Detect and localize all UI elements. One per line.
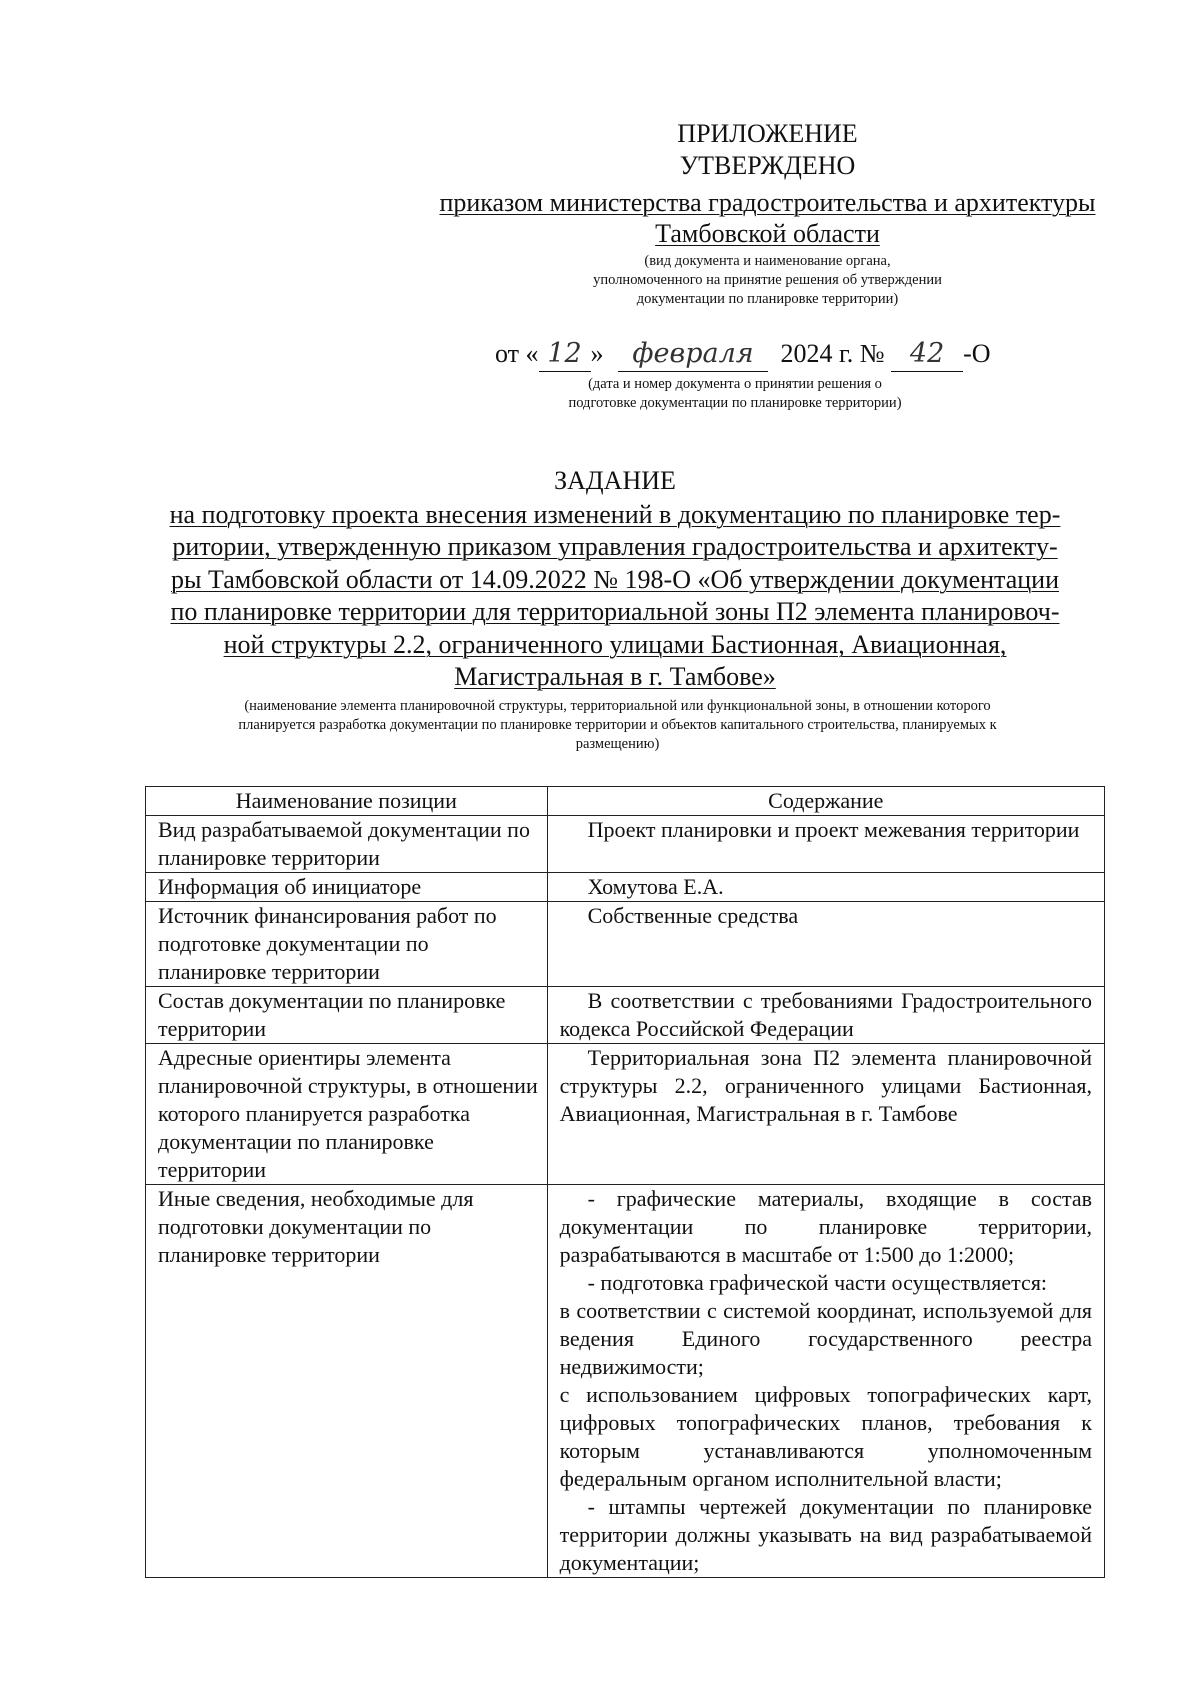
date-day-handwritten: 12	[539, 337, 591, 372]
task-line-3: ры Тамбовской области от 14.09.2022 № 198-О «Об утверждении документации	[170, 565, 1059, 594]
task-line-2: ритории, утвержденную приказом управления градостроительства и архитекту-	[172, 532, 1058, 561]
date-month-handwritten: февраля	[618, 337, 768, 372]
order-caption-2: уполномоченного на принятие решения об утверждении	[593, 272, 942, 288]
table-row	[146, 1044, 1105, 1185]
row-name: Адресные ориентиры элемента планировочной структуры, в отношении которого планируется разработка документации по планировке территории	[146, 1044, 548, 1185]
header-position-name: Наименование позиции	[146, 787, 548, 816]
order-caption-1: (вид документа и наименование органа,	[644, 253, 891, 269]
row-name: Вид разрабатываемой документации по планировке территории	[146, 816, 548, 873]
approved-label: УТВЕРЖДЕНО	[679, 151, 856, 180]
appendix-label: ПРИЛОЖЕНИЕ	[677, 119, 858, 148]
row-name: Иные сведения, необходимые для подготовки документации по планировке территории	[146, 1185, 548, 1578]
task-table	[145, 786, 1105, 1578]
content-paragraph: с использованием цифровых топографических карт, цифровых топографических планов, требования к которым устанавливаются уполномоченным федеральным органом исполнительной власти;	[559, 1382, 1092, 1491]
row-content: Собственные средства	[547, 902, 1104, 987]
table-row	[146, 1185, 1105, 1578]
content-paragraph: в соответствии с системой координат, используемой для ведения Единого государственного реестра недвижимости;	[559, 1298, 1092, 1379]
table-row	[146, 902, 1105, 987]
table-row	[146, 987, 1105, 1044]
content-paragraph: - графические материалы, входящие в состав документации по планировке территории, разрабатываются в масштабе от 1:500 до 1:2000;	[559, 1186, 1092, 1267]
date-number-line	[495, 337, 991, 372]
task-line-1: на подготовку проекта внесения изменений в документацию по планировке тер-	[169, 500, 1061, 529]
row-name: Информация об инициаторе	[146, 873, 548, 902]
content-paragraph: - подготовка графической части осуществляется:	[587, 1270, 1048, 1295]
task-line-5: ной структуры 2.2, ограниченного улицами Бастионная, Авиационная,	[223, 630, 1007, 659]
row-name: Источник финансирования работ по подготовке документации по планировке территории	[146, 902, 548, 987]
task-note-2: планируется разработка документации по планировке территории и объектов капитального строительства, планируемых к	[238, 717, 997, 733]
order-line-1: приказом министерства градостроительства и архитектуры	[439, 188, 1096, 217]
date-year: 2024 г. №	[780, 339, 885, 368]
table-row	[146, 816, 1105, 873]
content-paragraph: - штампы чертежей документации по планировке территории должны указывать на вид разрабатываемой документации;	[559, 1494, 1092, 1575]
row-content: Хомутова Е.А.	[547, 873, 1104, 902]
header-content: Содержание	[547, 787, 1104, 816]
table-row	[146, 873, 1105, 902]
date-prefix: от «	[495, 339, 539, 368]
task-line-4: по планировке территории для территориальной зоны П2 элемента планировоч-	[170, 597, 1060, 626]
row-name: Состав документации по планировке территории	[146, 987, 548, 1044]
date-caption-2: подготовке документации по планировке территории)	[568, 395, 902, 411]
date-quote-close: »	[590, 339, 604, 368]
task-note-3: размещению)	[575, 736, 660, 752]
table-header-row	[146, 787, 1105, 816]
date-caption-1: (дата и номер документа о принятии решения о	[588, 376, 882, 392]
order-number-handwritten: 42	[891, 337, 963, 372]
row-content: Территориальная зона П2 элемента планировочной структуры 2.2, ограниченного улицами Бастионная, Авиационная, Магистральная в г. Тамбове	[547, 1044, 1104, 1185]
row-content: В соответствии с требованиями Градостроительного кодекса Российской Федерации	[547, 987, 1104, 1044]
task-title: ЗАДАНИЕ	[554, 466, 676, 495]
order-number-suffix: -О	[963, 339, 991, 368]
task-note-1: (наименование элемента планировочной структуры, территориальной или функциональной зоны, в отношении которого	[244, 698, 991, 714]
task-line-6: Магистральная в г. Тамбове»	[454, 662, 776, 691]
order-line-2: Тамбовской области	[655, 219, 880, 248]
row-content: Проект планировки и проект межевания территории	[547, 816, 1104, 873]
row-content	[547, 1185, 1104, 1578]
order-caption-3: документации по планировке территории)	[636, 291, 899, 307]
